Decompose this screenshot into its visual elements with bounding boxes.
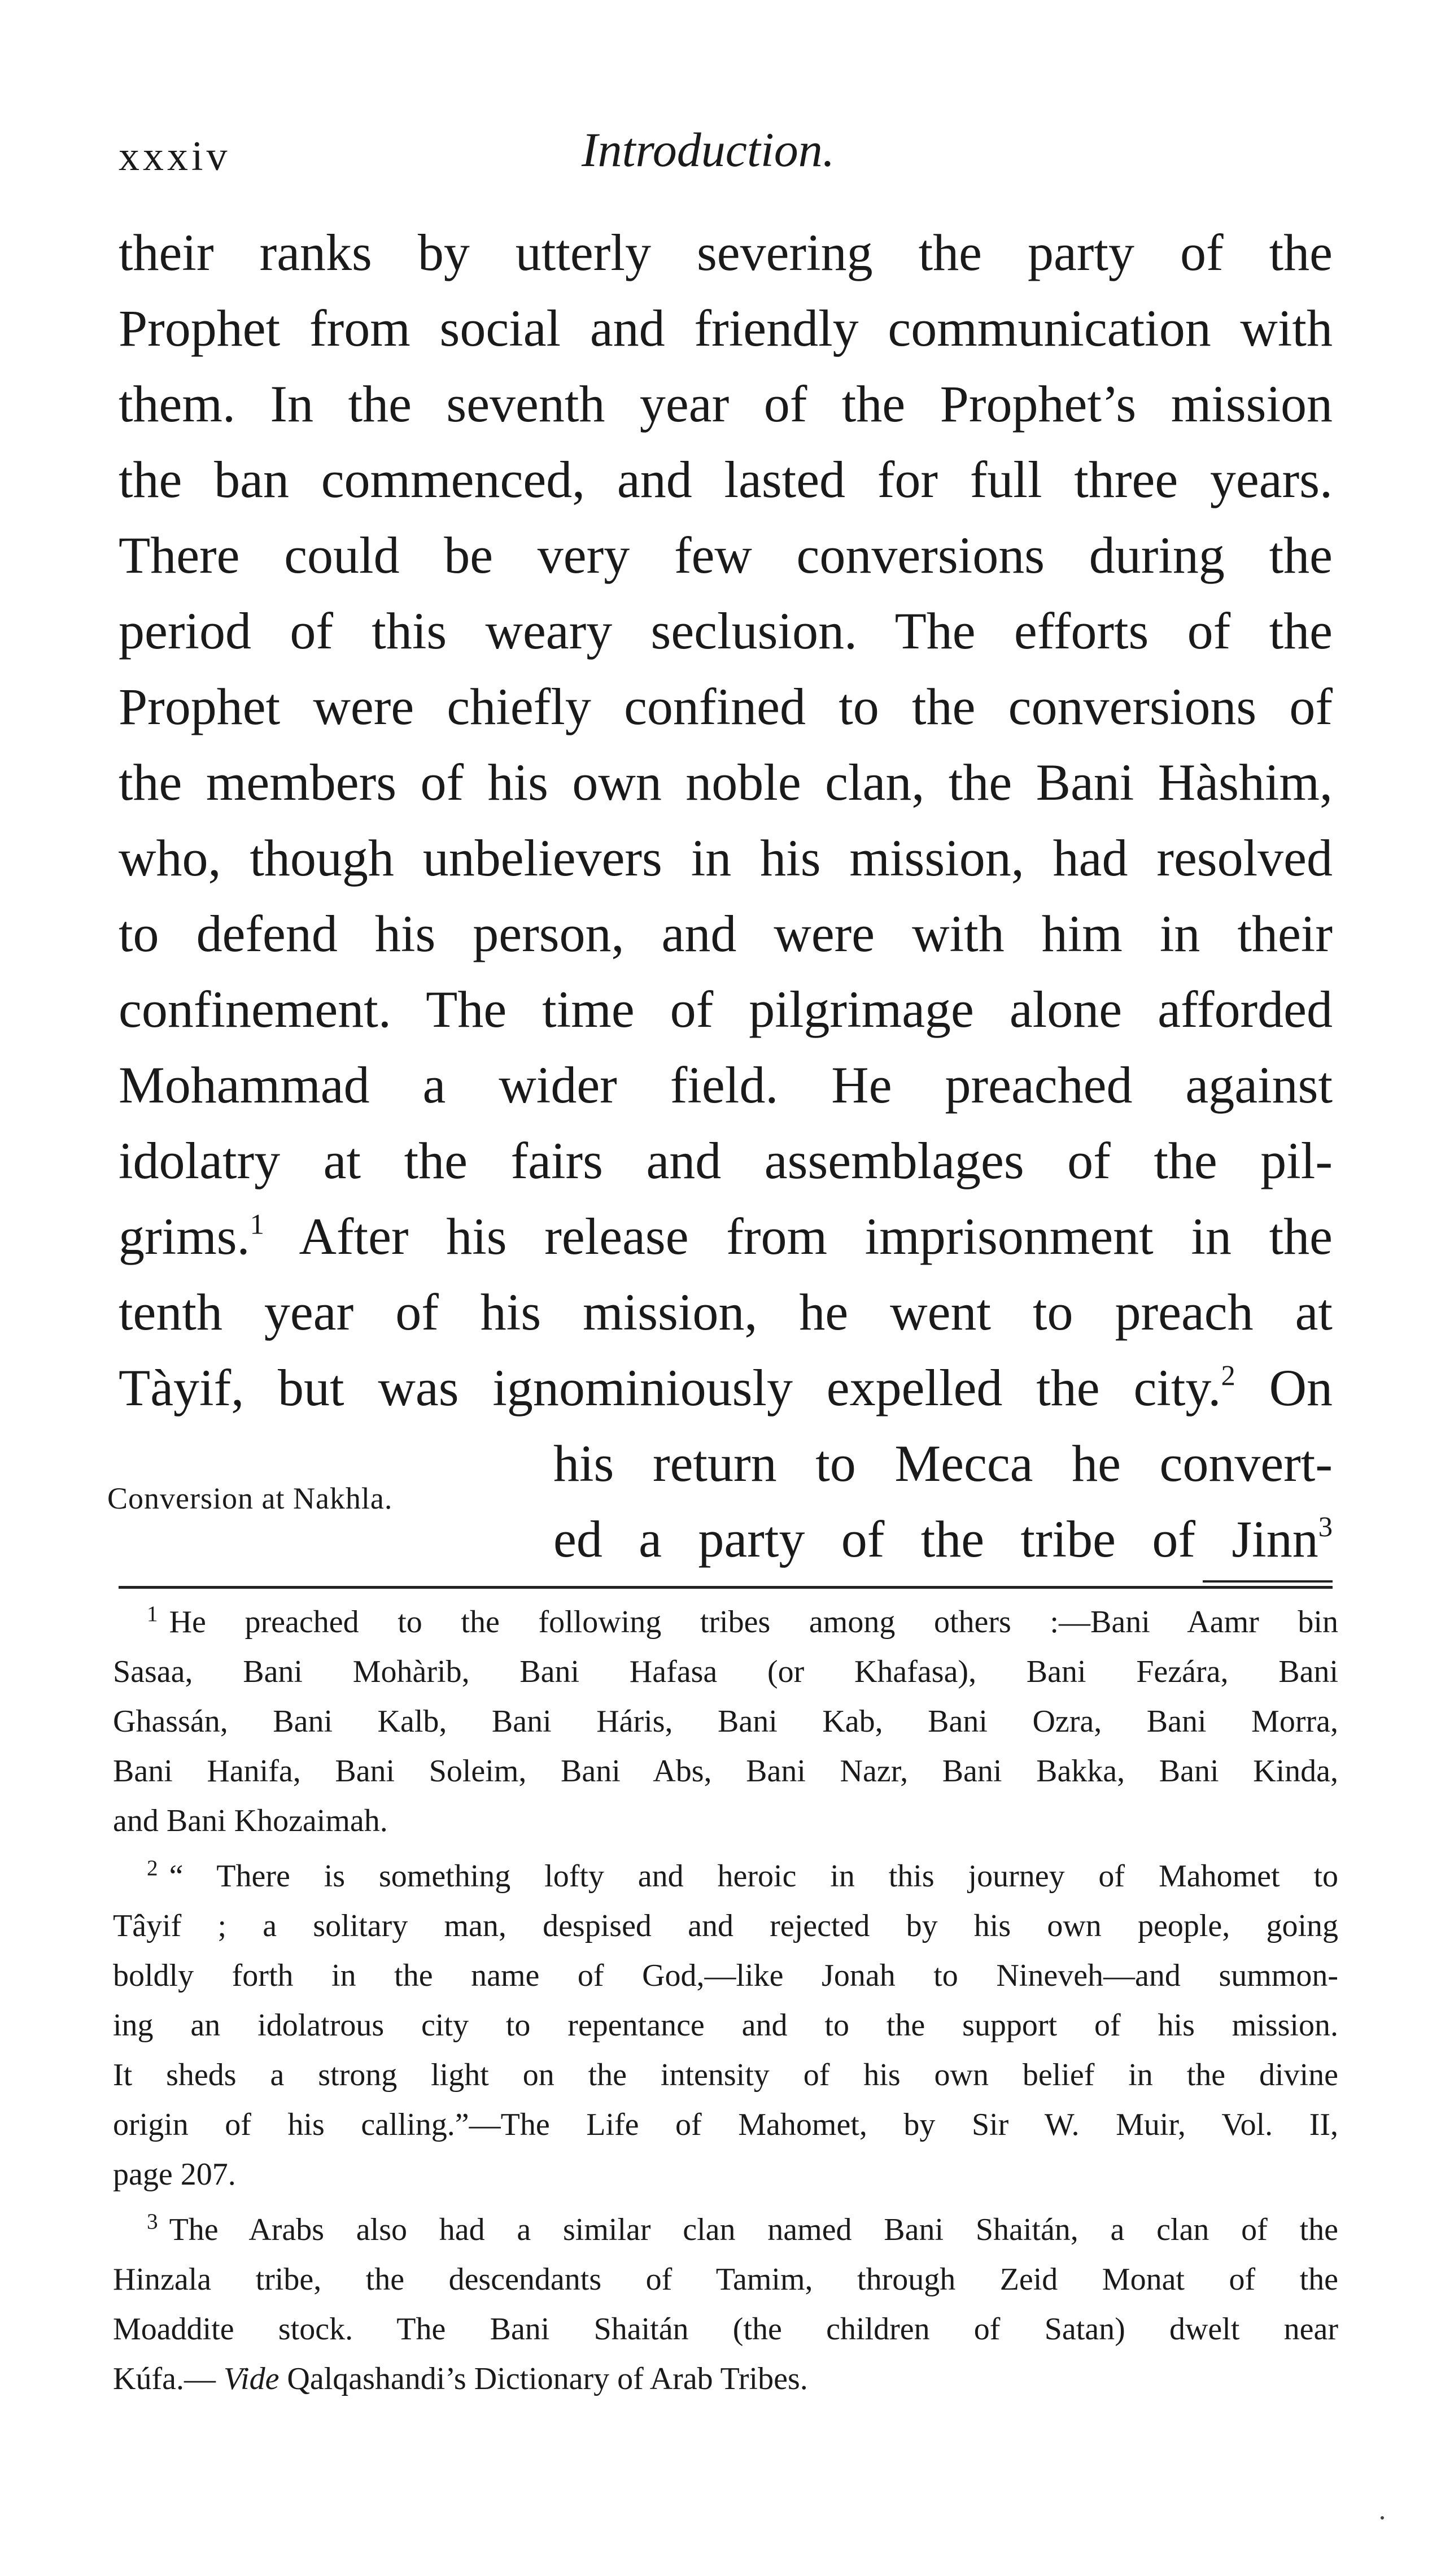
body-segment: ed a party of the tribe of Jinn — [553, 1510, 1318, 1568]
body-line: period of this weary seclusion. The efforts of the — [119, 602, 1333, 660]
body-line: the ban commenced, and lasted for full three years. — [119, 451, 1333, 508]
footnote-rule-short — [1203, 1580, 1333, 1583]
body-segment: After his release from imprisonment in the — [299, 1208, 1333, 1265]
body-line: tenth year of his mission, he went to preach at — [119, 1283, 1333, 1341]
footnote-line: boldly forth in the name of God,—like Jonah to Nineveh—and summon- — [113, 1958, 1338, 1993]
body-line: Prophet were chiefly confined to the conversions of — [119, 678, 1333, 735]
body-line: confinement. The time of pilgrimage alone afforded — [119, 980, 1333, 1038]
footnote-line — [113, 2354, 1338, 2404]
footnote-mark: 1 — [147, 1602, 158, 1627]
footnote-line: Ghassán, Bani Kalb, Bani Háris, Bani Kab, Bani Ozra, Bani Morra, — [113, 1704, 1338, 1739]
footnote-ref: 1 — [250, 1208, 264, 1240]
footnote-mark: 2 — [147, 1856, 158, 1881]
body-line — [553, 1501, 1333, 1577]
body-segment: grims. — [119, 1208, 250, 1265]
footnote-line: page 207. — [113, 2157, 236, 2192]
body-line: idolatry at the fairs and assemblages of the pil- — [119, 1132, 1333, 1189]
footnote-rule — [119, 1586, 1333, 1589]
body-line: Prophet from social and friendly communication with — [119, 299, 1333, 357]
footnote-line: Sasaa, Bani Mohàrib, Bani Hafasa (or Khafasa), Bani Fezára, Bani — [113, 1654, 1338, 1689]
body-line: There could be very few conversions during the — [119, 526, 1333, 584]
body-line: his return to Mecca he convert- — [553, 1435, 1333, 1492]
body-line: who, though unbelievers in his mission, had resolved — [119, 829, 1333, 887]
body-line: the members of his own noble clan, the Bani Hàshim, — [119, 753, 1333, 811]
footnote-text: He preached to the following tribes among others :—Bani Aamr bin — [169, 1605, 1338, 1640]
running-head: Introduction. — [582, 123, 835, 177]
footnote-ref: 3 — [1318, 1511, 1333, 1543]
body-line — [119, 1198, 1333, 1274]
footnote-ref: 2 — [1221, 1359, 1235, 1392]
footnote-line — [147, 2205, 1338, 2255]
footnote-text: Kúfa.— — [113, 2361, 216, 2396]
footnote-line: and Bani Khozaimah. — [113, 1803, 388, 1838]
footnote-line: Hinzala tribe, the descendants of Tamim, through Zeid Monat of the — [113, 2262, 1338, 2297]
page-number: xxxiv — [119, 133, 231, 180]
footnote-mark: 3 — [147, 2209, 158, 2234]
body-line: them. In the seventh year of the Prophet’s mission — [119, 375, 1333, 433]
footnote-line: Bani Hanifa, Bani Soleim, Bani Abs, Bani Nazr, Bani Bakka, Bani Kinda, — [113, 1754, 1338, 1789]
body-line: to defend his person, and were with him in their — [119, 905, 1333, 962]
footnote-line: It sheds a strong light on the intensity of his own belief in the divine — [113, 2058, 1338, 2093]
footnote-line: Tâyif ; a solitary man, despised and rejected by his own people, going — [113, 1908, 1338, 1943]
body-line: their ranks by utterly severing the party of the — [119, 224, 1333, 281]
body-line: Mohammad a wider field. He preached against — [119, 1056, 1333, 1114]
footnote-text: The Arabs also had a similar clan named Bani Shaitán, a clan of the — [169, 2212, 1338, 2247]
footnote-line — [147, 1851, 1338, 1901]
body-line — [119, 1350, 1333, 1426]
body-segment: On — [1269, 1359, 1333, 1416]
paper-speck — [1381, 2516, 1384, 2520]
footnote-line — [147, 1597, 1338, 1647]
margin-note: Conversion at Nakhla. — [107, 1481, 393, 1515]
page-header — [119, 121, 1333, 189]
body-segment: Tàyif, but was ignominiously expelled the city. — [119, 1359, 1221, 1416]
footnote-text: “ There is something lofty and heroic in this journey of Mahomet to — [169, 1859, 1338, 1894]
footnote-line: origin of his calling.”—The Life of Mahomet, by Sir W. Muir, Vol. II, — [113, 2107, 1338, 2142]
footnote-line: Moaddite stock. The Bani Shaitán (the children of Satan) dwelt near — [113, 2312, 1338, 2347]
footnote-text: Qalqashandi’s Dictionary of Arab Tribes. — [287, 2361, 808, 2396]
footnote-italic: Vide — [223, 2361, 280, 2396]
footnote-line: ing an idolatrous city to repentance and to the support of his mission. — [113, 2008, 1338, 2043]
